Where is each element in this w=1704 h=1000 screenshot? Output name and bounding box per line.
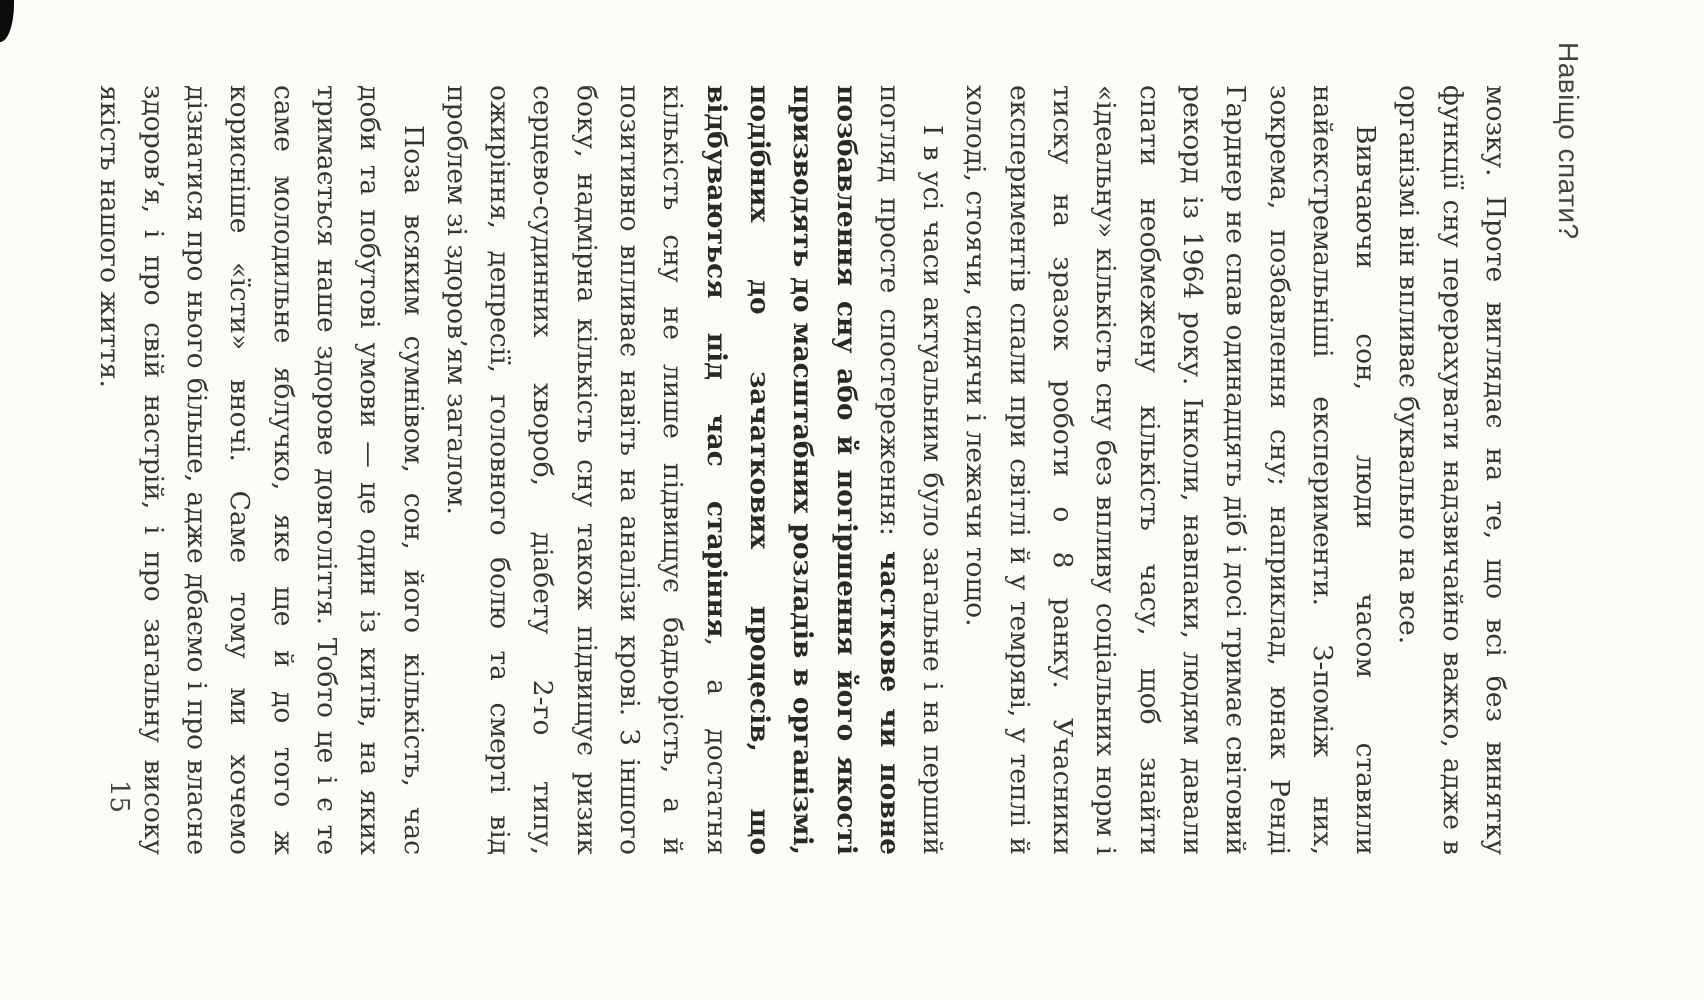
paragraph-text: І в усі часи актуальним було загальне і на перший погляд просте спостереження:: [873, 85, 949, 855]
paragraph-2: [954, 85, 1387, 855]
paragraph-text: мозку. Проте виглядає на те, що всі без винятку функції сну перерахувати надзвичайно важко, адже в організмі він впливає буквально на все.: [1393, 85, 1511, 855]
paragraph-3: [435, 85, 955, 855]
paragraph-text: Вивчаючи сон, люди часом ставили найекстремальніші експерименти. З-поміж них, зокрема, позбавлення сну; наприклад, юнак Ренді Гарднер не спав одинадцять діб і досі тримає світовий рекорд із 1964 року. Інколи, навпаки, людям давали спати необмежену кількість часу, щоб знайти «ідеальну» кількість сну без впливу соціальних норм і тиску на зразок роботи о 8 ранку. Учасники експериментів спали при світлі й у темряві, у теплі й холоді, стоячи, сидячи і лежачи тощо.: [960, 85, 1382, 855]
paragraph-1: [1387, 85, 1517, 855]
running-head: Навіщо спати?: [1553, 42, 1584, 240]
paragraph-4: [88, 85, 434, 855]
paragraph-text: , а достатня кількість сну не лише підвищує бадьорість, а й позитивно впливає навіть на аналізи крові. З іншого боку, надмірна кількість сну також підвищує ризик серцево-судинних хвороб, діабету 2-го типу, ожиріння, депресії, головного болю та смерті від проблем зі здоров’ям загалом.: [440, 85, 732, 855]
page-number: 15: [104, 780, 134, 814]
body-text: [88, 85, 1517, 855]
bold-emphasis: часткове чи повне позбавлення сну або й погіршення його якості призводять до масштабних розладів в організмі, подібних до зачаткових процесів, що відбуваються під час старіння: [700, 85, 905, 855]
paragraph-text: Поза всяким сумнівом, сон, його кількість, час доби та побутові умови — це один із китів, на яких тримається наше здорове довголіття. Тобто це і є те саме молодильне яблучко, яке ще й до того ж корисніше «їсти» вночі. Саме тому ми хочемо дізнатися про нього більше, адже дбаємо і про власне здоров’я, і про свій настрій, і про загальну високу якість нашого життя.: [94, 85, 429, 855]
